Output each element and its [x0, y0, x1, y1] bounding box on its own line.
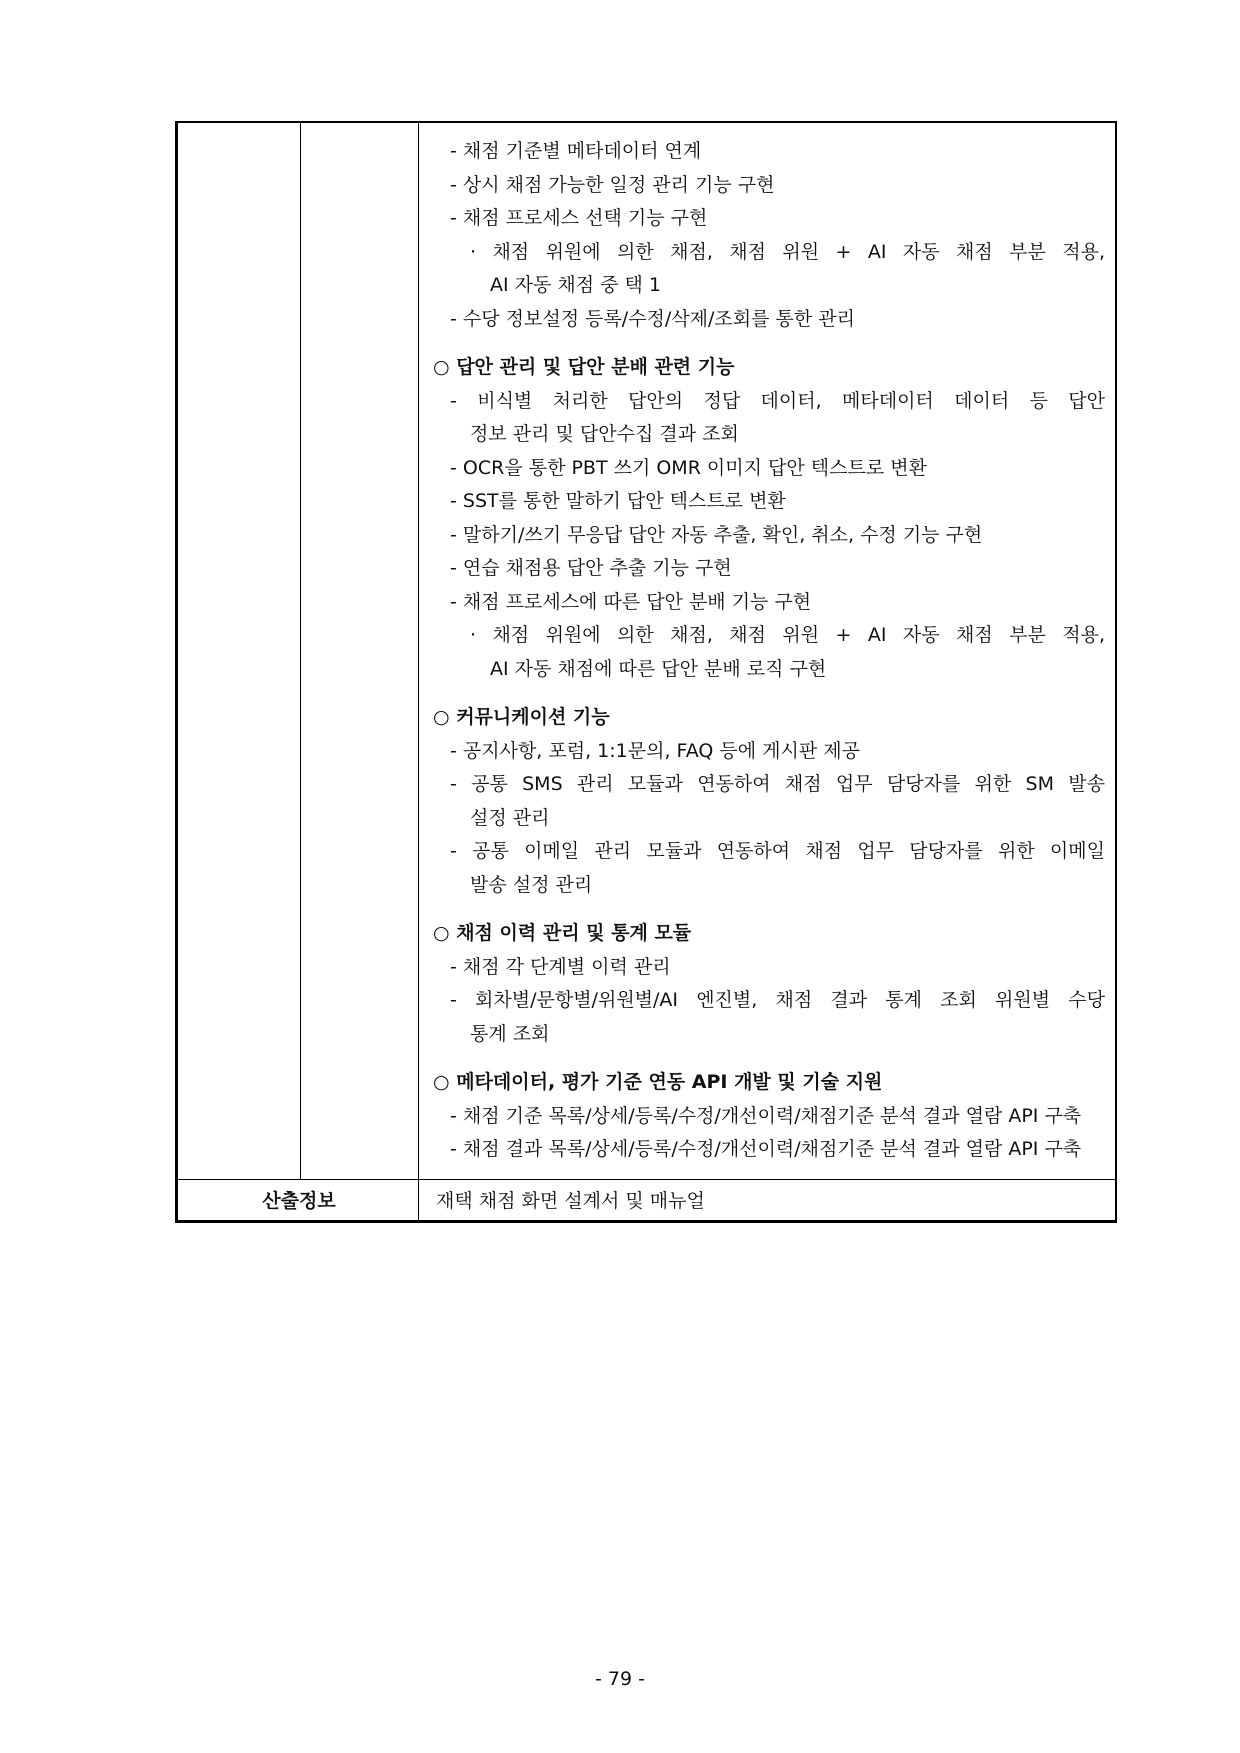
list-item: - 채점 기준별 메타데이터 연계 — [450, 140, 702, 162]
list-item: - SST를 통한 말하기 답안 텍스트로 변환 — [450, 490, 786, 512]
list-item-continuation: AI 자동 채점 중 택 1 — [490, 274, 662, 296]
section-heading: ○ 답안 관리 및 답안 분배 관련 기능 — [433, 356, 735, 378]
list-item: - 채점 프로세스 선택 기능 구현 — [450, 207, 708, 229]
list-item: - 수당 정보설정 등록/수정/삭제/조회를 통한 관리 — [450, 307, 855, 330]
section-heading: ○ 커뮤니케이션 기능 — [433, 706, 610, 728]
list-item-continuation: 발송 설정 관리 — [470, 873, 593, 896]
list-item: · 채점 위원에 의한 채점, 채점 위원 + AI 자동 채점 부분 적용, — [470, 240, 1105, 263]
requirements-content — [433, 135, 1105, 1167]
section-heading: ○ 메타데이터, 평가 기준 연동 API 개발 및 기술 지원 — [433, 1071, 883, 1093]
list-item: - 채점 각 단계별 이력 관리 — [450, 955, 671, 978]
list-item-continuation: 설정 관리 — [470, 806, 550, 829]
list-item: - OCR을 통한 PBT 쓰기 OMR 이미지 답안 텍스트로 변환 — [450, 456, 927, 479]
section-heading: ○ 채점 이력 관리 및 통계 모듈 — [433, 922, 692, 944]
list-item: - 공통 이메일 관리 모듈과 연동하여 채점 업무 담당자를 위한 이메일 — [450, 840, 1105, 862]
list-item: - 채점 프로세스에 따른 답안 분배 기능 구현 — [450, 590, 812, 613]
requirements-table — [175, 121, 1117, 1223]
list-item: - 채점 기준 목록/상세/등록/수정/개선이력/채점기준 분석 결과 열람 API 구축 — [450, 1104, 1082, 1127]
list-item: - 공지사항, 포럼, 1:1문의, FAQ 등에 게시판 제공 — [450, 739, 860, 762]
list-item: - 상시 채점 가능한 일정 관리 기능 구현 — [450, 173, 775, 196]
list-item: · 채점 위원에 의한 채점, 채점 위원 + AI 자동 채점 부분 적용, — [470, 624, 1105, 646]
page-number: - 79 - — [595, 1668, 645, 1690]
column-divider — [418, 123, 419, 1220]
output-info-value: 재택 채점 화면 설계서 및 매뉴얼 — [436, 1190, 705, 1212]
list-item: - 비식별 처리한 답안의 정답 데이터, 메타데이터 데이터 등 답안 — [450, 389, 1105, 412]
list-item: - 말하기/쓰기 무응답 답안 자동 추출, 확인, 취소, 수정 기능 구현 — [450, 523, 983, 546]
list-item: - 채점 결과 목록/상세/등록/수정/개선이력/채점기준 분석 결과 열람 API 구축 — [450, 1138, 1082, 1160]
list-item-continuation: 정보 관리 및 답안수집 결과 조회 — [470, 423, 739, 445]
list-item-continuation: 통계 조회 — [470, 1022, 550, 1045]
output-info-label: 산출정보 — [262, 1190, 336, 1212]
list-item: - 회차별/문항별/위원별/AI 엔진별, 채점 결과 통계 조회 위원별 수당 — [450, 989, 1105, 1011]
list-item-continuation: AI 자동 채점에 따른 답안 분배 로직 구현 — [490, 657, 827, 680]
column-divider — [300, 123, 301, 1179]
list-item: - 공통 SMS 관리 모듈과 연동하여 채점 업무 담당자를 위한 SM 발송 — [450, 773, 1105, 795]
list-item: - 연습 채점용 답안 추출 기능 구현 — [450, 557, 732, 579]
